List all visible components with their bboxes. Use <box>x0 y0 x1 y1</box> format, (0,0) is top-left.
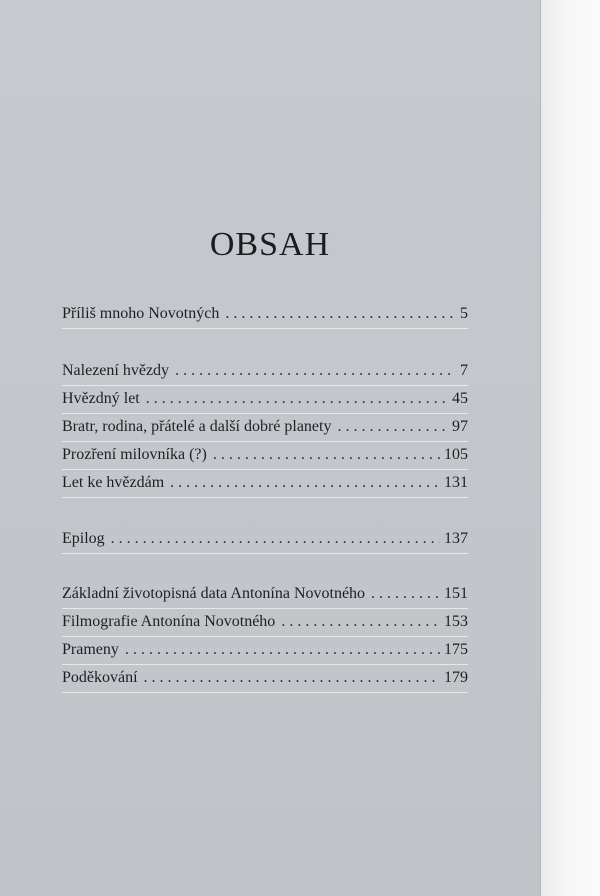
toc-entry-title: Let ke hvězdám <box>62 474 165 491</box>
toc-entry-page: 131 <box>444 474 468 491</box>
toc-entry-page: 153 <box>444 613 468 630</box>
dot-leader <box>125 640 440 660</box>
dot-leader <box>337 417 448 437</box>
toc-entry-page: 137 <box>444 530 468 547</box>
toc-entry-title: Hvězdný let <box>62 390 140 407</box>
toc-entry-title: Epilog <box>62 530 105 547</box>
toc-entry-page: 179 <box>444 669 468 686</box>
table-of-contents <box>62 0 468 896</box>
toc-entry-page: 97 <box>452 418 468 435</box>
toc-entry-page: 151 <box>444 585 468 602</box>
toc-entry-page: 7 <box>460 362 468 379</box>
page-edge <box>540 0 600 896</box>
dot-leader <box>111 529 440 549</box>
toc-entry <box>62 355 468 381</box>
dot-leader <box>170 473 440 493</box>
toc-entry-title: Příliš mnoho Novotných <box>62 305 220 322</box>
toc-entry-title: Prameny <box>62 641 119 658</box>
toc-entry-title: Základní životopisná data Antonína Novotného <box>62 585 366 602</box>
dot-leader <box>146 389 448 409</box>
toc-entry <box>62 578 468 604</box>
toc-entry <box>62 634 468 660</box>
dot-leader <box>213 445 440 465</box>
toc-entry <box>62 606 468 632</box>
dot-leader <box>281 612 440 632</box>
toc-entry <box>62 298 468 324</box>
dot-leader <box>371 584 440 604</box>
page-title: OBSAH <box>209 226 331 263</box>
toc-entry-page: 175 <box>444 641 468 658</box>
toc-entry-title: Nalezení hvězdy <box>62 362 170 379</box>
toc-entry <box>62 383 468 409</box>
dot-leader <box>225 304 456 324</box>
dot-leader <box>144 668 440 688</box>
toc-entry-page: 5 <box>460 305 468 322</box>
toc-entry-title: Poděkování <box>62 669 138 686</box>
toc-entry <box>62 523 468 549</box>
toc-entry <box>62 411 468 437</box>
toc-entry-title: Filmografie Antonína Novotného <box>62 613 276 630</box>
toc-entry-title: Prozření milovníka (?) <box>62 446 207 463</box>
toc-entry <box>62 439 468 465</box>
toc-entry-title: Bratr, rodina, přátelé a další dobré planety <box>62 418 332 435</box>
dot-leader <box>175 361 456 381</box>
toc-entry <box>62 467 468 493</box>
toc-entry-page: 45 <box>452 390 468 407</box>
toc-entry-page: 105 <box>444 446 468 463</box>
toc-entry <box>62 662 468 688</box>
